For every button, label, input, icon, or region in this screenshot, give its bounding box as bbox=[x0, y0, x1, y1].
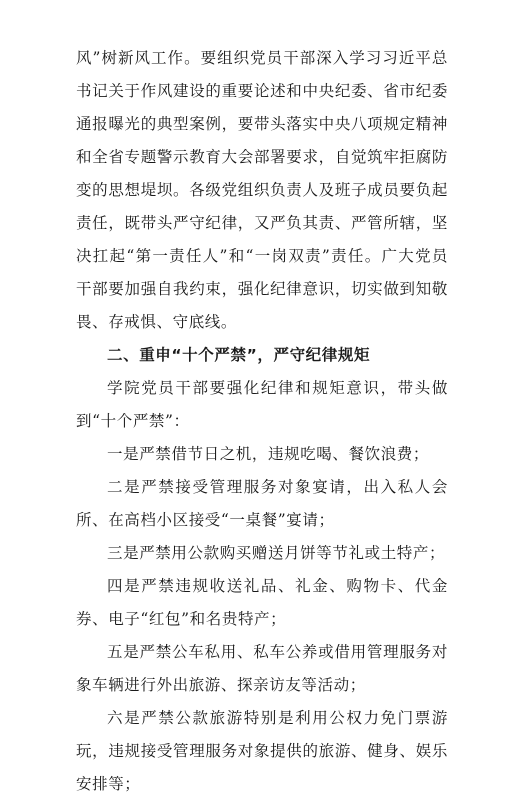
list-item-5: 五是严禁公车私用、私车公养或借用管理服务对象车辆进行外出旅游、探亲访友等活动； bbox=[76, 643, 448, 694]
list-item-1: 一是严禁借节日之机，违规吃喝、餐饮浪费； bbox=[107, 445, 430, 463]
paragraph-intro: 风”树新风工作。要组织党员干部深入学习习近平总书记关于作风建设的重要论述和中央纪委、省市纪委通报曝光的典型案例，要带头落实中央八项规定精神和全省专题警示教育大会部署要求，自觉筑牢拒腐防变的思想堤坝。各级党组织负责人及班子成员要负起责任，既带头严守纪律，又严负其责、严管所辖，坚决扛起“第一责任人”和“一岗双责”责任。广大党员干部要加强自我约束，强化纪律意识，切实做到知敬畏、存戒惧、守底线。 bbox=[76, 49, 448, 331]
section-heading: 二、重申“十个严禁”，严守纪律规矩 bbox=[107, 346, 371, 364]
list-item-6: 六是严禁公款旅游特别是利用公权力免门票游玩，违规接受管理服务对象提供的旅游、健身、娱乐安排等； bbox=[76, 709, 448, 793]
paragraph-section-intro: 学院党员干部要强化纪律和规矩意识，带头做到“十个严禁”： bbox=[76, 379, 448, 430]
list-item-4: 四是严禁违规收送礼品、礼金、购物卡、代金券、电子“红包”和名贵特产； bbox=[76, 577, 448, 628]
list-item-2: 二是严禁接受管理服务对象宴请，出入私人会所、在高档小区接受“一桌餐”宴请； bbox=[76, 478, 448, 529]
list-item-3: 三是严禁用公款购买赠送月饼等节礼或土特产； bbox=[107, 544, 446, 562]
document-body bbox=[76, 42, 448, 801]
